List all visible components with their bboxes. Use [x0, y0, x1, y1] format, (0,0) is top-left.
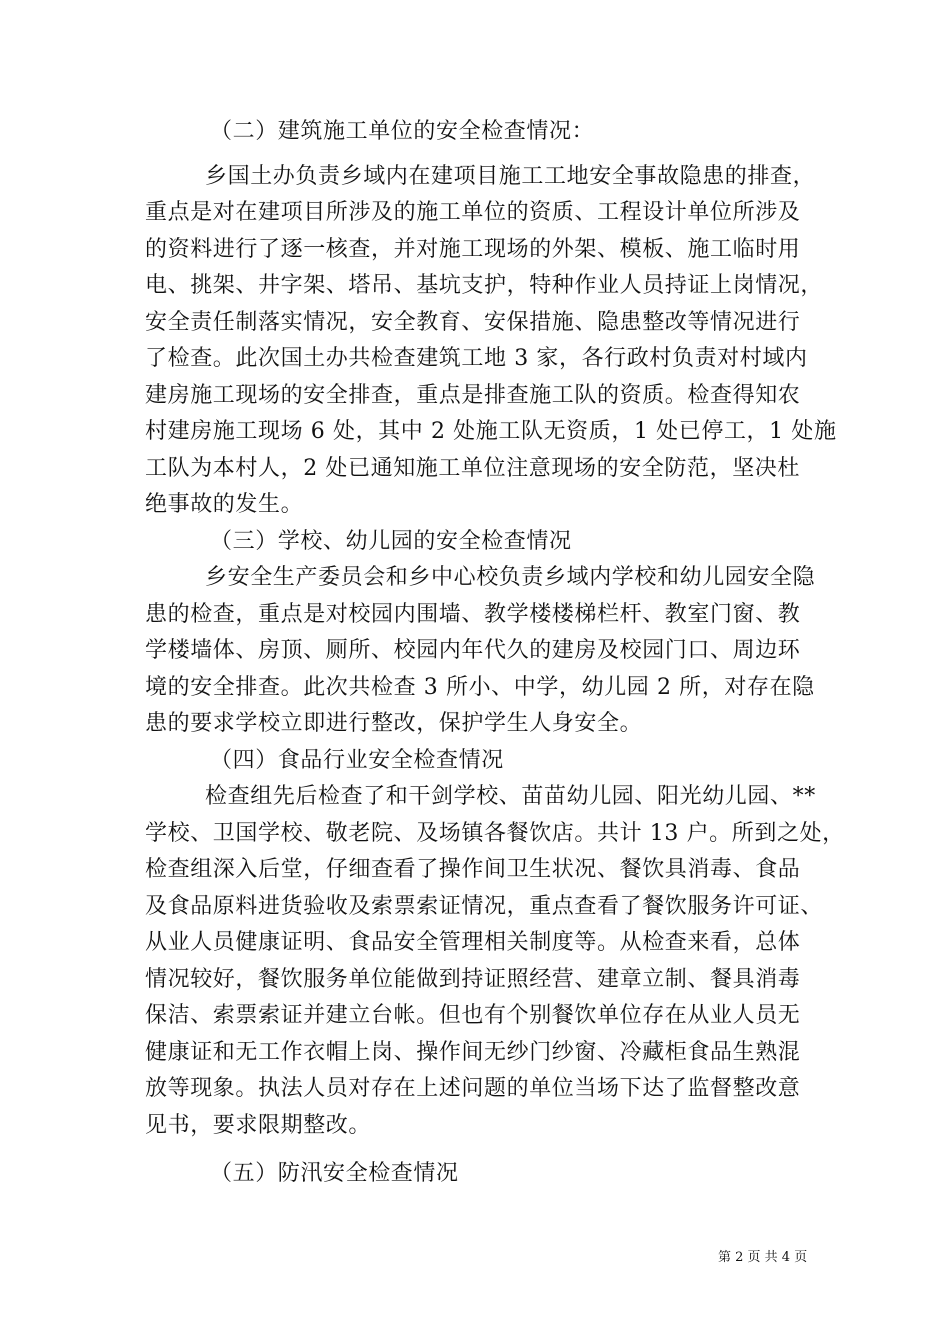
- paragraph-line: 工队为本村人，2 处已通知施工单位注意现场的安全防范，坚决杜: [145, 456, 800, 481]
- paragraph-line: 患的检查，重点是对校园内围墙、教学楼楼梯栏杆、教室门窗、教: [145, 602, 801, 627]
- paragraph-line: 学校、卫国学校、敬老院、及场镇各餐饮店。共计 13 户。所到之处，: [145, 821, 845, 846]
- paragraph-line: 建房施工现场的安全排查，重点是排查施工队的资质。检查得知农: [145, 383, 801, 408]
- paragraph-line: 村建房施工现场 6 处，其中 2 处施工队无资质，1 处已停工，1 处施: [145, 419, 837, 444]
- paragraph-line: 情况较好，餐饮服务单位能做到持证照经营、建章立制、餐具消毒: [145, 967, 801, 992]
- paragraph-line: 放等现象。执法人员对存在上述问题的单位当场下达了监督整改意: [145, 1076, 801, 1101]
- paragraph-line: 从业人员健康证明、食品安全管理相关制度等。从检查来看，总体: [145, 930, 801, 955]
- section-heading-4: （四）食品行业安全检查情况: [210, 748, 504, 773]
- paragraph-line: 检查组深入后堂，仔细查看了操作间卫生状况、餐饮具消毒、食品: [145, 857, 801, 882]
- paragraph-line: 见书，要求限期整改。: [145, 1113, 372, 1138]
- paragraph-line: 检查组先后检查了和干剑学校、苗苗幼儿园、阳光幼儿园、**: [205, 784, 816, 809]
- section-heading-5: （五）防汛安全检查情况: [210, 1161, 459, 1186]
- paragraph-line: 电、挑架、井字架、塔吊、基坑支护，特种作业人员持证上岗情况，: [145, 273, 824, 298]
- paragraph-line: 保洁、索票索证并建立台帐。但也有个别餐饮单位存在从业人员无: [145, 1003, 801, 1028]
- paragraph-line: 乡国土办负责乡域内在建项目施工工地安全事故隐患的排查，: [205, 164, 816, 189]
- paragraph-line: 绝事故的发生。: [145, 492, 304, 517]
- section-heading-3: （三）学校、幼儿园的安全检查情况: [210, 529, 572, 554]
- paragraph-line: 健康证和无工作衣帽上岗、操作间无纱门纱窗、冷藏柜食品生熟混: [145, 1040, 801, 1065]
- page-number-footer: 第 2 页 共 4 页: [718, 1250, 808, 1265]
- paragraph-line: 的资料进行了逐一核查，并对施工现场的外架、模板、施工临时用: [145, 237, 801, 262]
- paragraph-line: 境的安全排查。此次共检查 3 所小、中学，幼儿园 2 所，对存在隐: [145, 675, 815, 700]
- section-heading-2: （二）建筑施工单位的安全检查情况：: [210, 119, 595, 144]
- paragraph-line: 重点是对在建项目所涉及的施工单位的资质、工程设计单位所涉及: [145, 200, 801, 225]
- paragraph-line: 安全责任制落实情况，安全教育、安保措施、隐患整改等情况进行: [145, 310, 801, 335]
- paragraph-line: 乡安全生产委员会和乡中心校负责乡域内学校和幼儿园安全隐: [205, 565, 816, 590]
- paragraph-line: 及食品原料进货验收及索票索证情况，重点查看了餐饮服务许可证、: [145, 894, 824, 919]
- paragraph-line: 学楼墙体、房顶、厕所、校园内年代久的建房及校园门口、周边环: [145, 638, 801, 663]
- paragraph-line: 了检查。此次国土办共检查建筑工地 3 家，各行政村负责对村域内: [145, 346, 808, 371]
- paragraph-line: 患的要求学校立即进行整改，保护学生人身安全。: [145, 711, 643, 736]
